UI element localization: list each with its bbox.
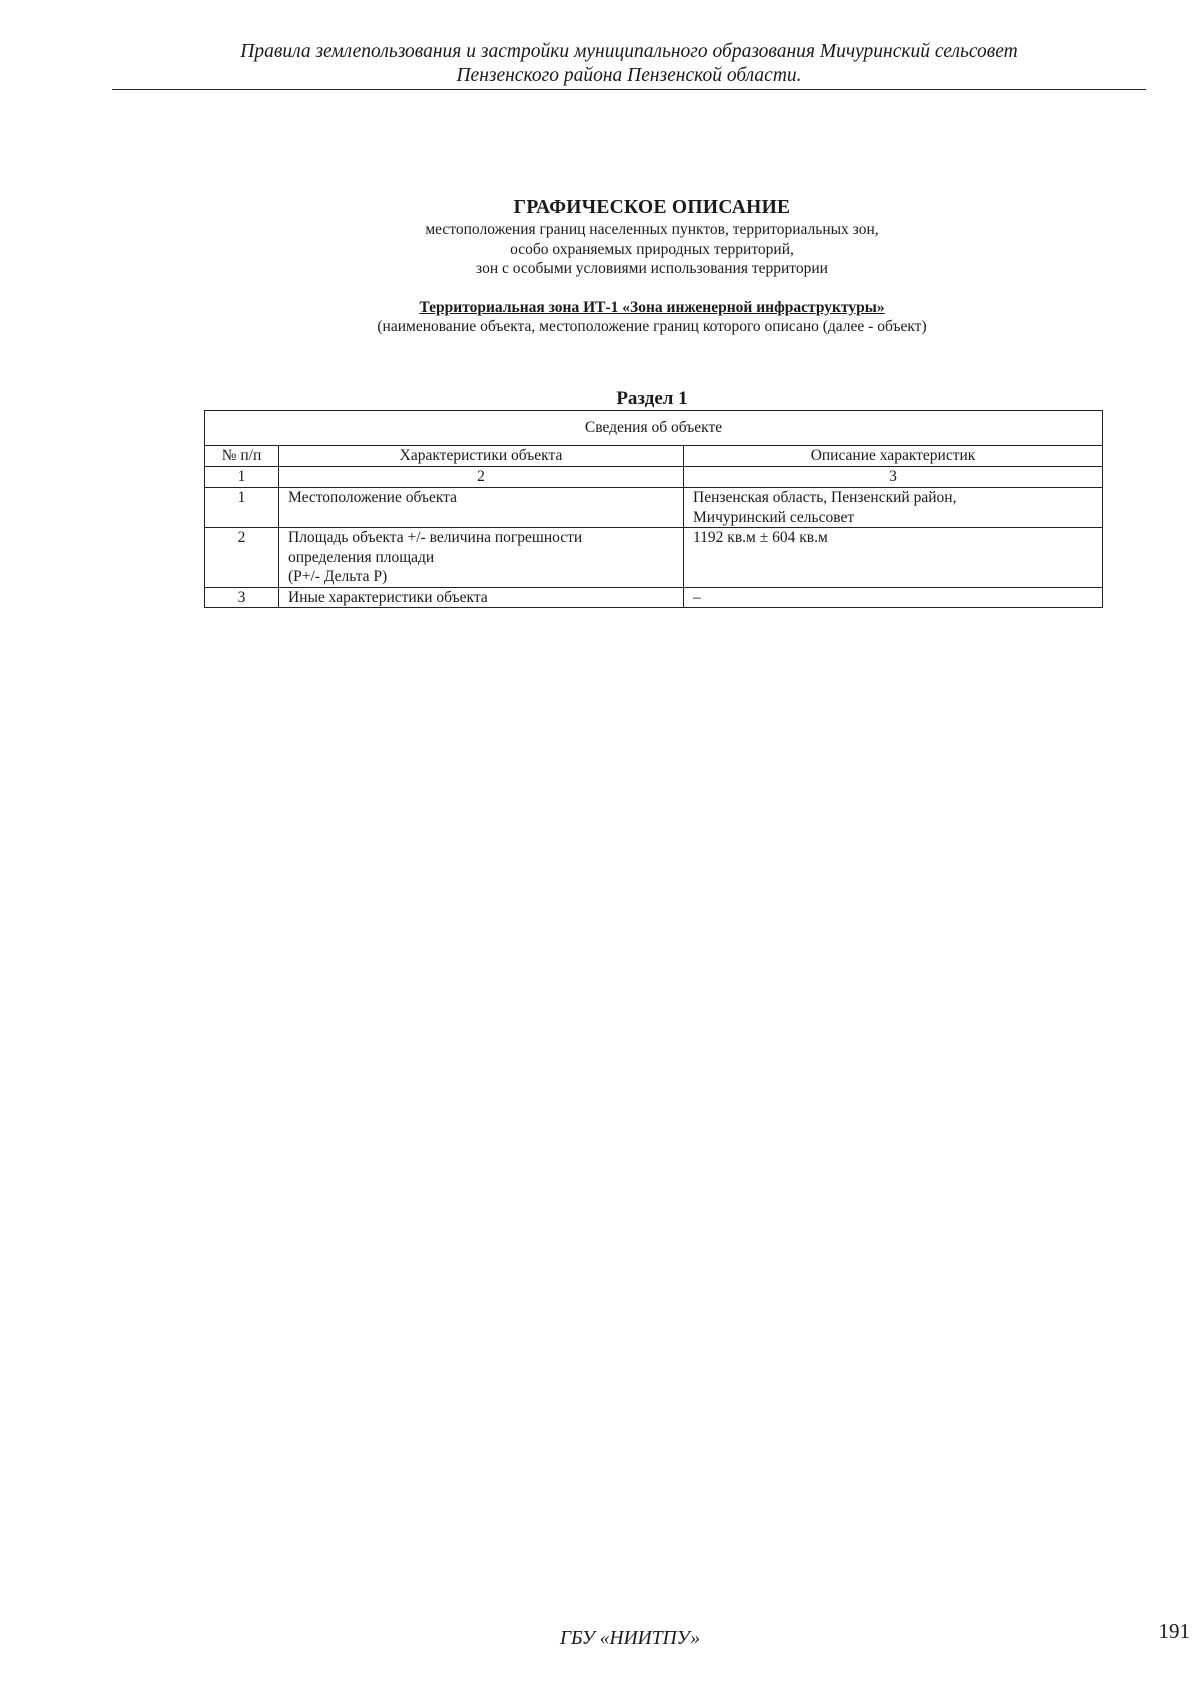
subtitle-line-2: особо охраняемых природных территорий, [510,240,794,258]
row-characteristic [279,528,684,588]
index-cell-3: 3 [684,467,1103,488]
characteristic-line: Иные характеристики объекта [288,588,488,606]
row-description [684,488,1103,528]
document-title: ГРАФИЧЕСКОЕ ОПИСАНИЕ [513,197,791,218]
header-rule [112,89,1146,90]
header-characteristic: Характеристики объекта [279,446,684,467]
table-row [205,488,1103,528]
subtitle-line-3: зон с особыми условиями использования территории [476,260,828,277]
header-description: Описание характеристик [684,446,1103,467]
table-header-row [205,446,1103,467]
row-characteristic [279,587,684,608]
header-line-1: Правила землепользования и застройки муниципального образования Мичуринский сельсовет [240,41,1018,62]
row-num: 3 [205,587,279,608]
description-line: Мичуринский сельсовет [693,508,855,526]
object-name: Территориальная зона ИТ-1 «Зона инженерной инфраструктуры» [419,298,885,316]
description-line: Пензенская область, Пензенский район, [693,489,957,506]
page-number: 191 [1158,1619,1190,1643]
characteristic-line: Площадь объекта +/- величина погрешности [288,529,583,546]
table-caption: Сведения об объекте [205,411,1103,446]
subtitle-line-1: местоположения границ населенных пунктов, территориальных зон, [425,221,879,238]
characteristic-line: (P+/- Дельта P) [288,568,388,585]
row-description [684,528,1103,588]
title-block [200,196,1104,337]
index-cell-1: 1 [205,467,279,488]
table-caption-row [205,411,1103,446]
footer-organization: ГБУ «НИИТПУ» [559,1628,701,1649]
description-line: 1192 кв.м ± 604 кв.м [693,529,828,546]
table-index-row [205,467,1103,488]
page-header [112,40,1146,88]
table-row [205,587,1103,608]
row-characteristic [279,488,684,528]
section-title: Раздел 1 [616,388,688,409]
header-num: № п/п [205,446,279,467]
characteristic-line: Местоположение объекта [288,489,458,506]
object-caption: (наименование объекта, местоположение границ которого описано (далее - объект) [377,318,927,335]
row-num: 1 [205,488,279,528]
description-line: – [693,588,701,606]
header-line-2: Пензенского района Пензенской области. [456,65,802,86]
characteristic-line: определения площади [288,548,435,566]
object-info-table [204,410,1103,608]
index-cell-2: 2 [279,467,684,488]
row-num: 2 [205,528,279,588]
row-description [684,587,1103,608]
table-row [205,528,1103,588]
